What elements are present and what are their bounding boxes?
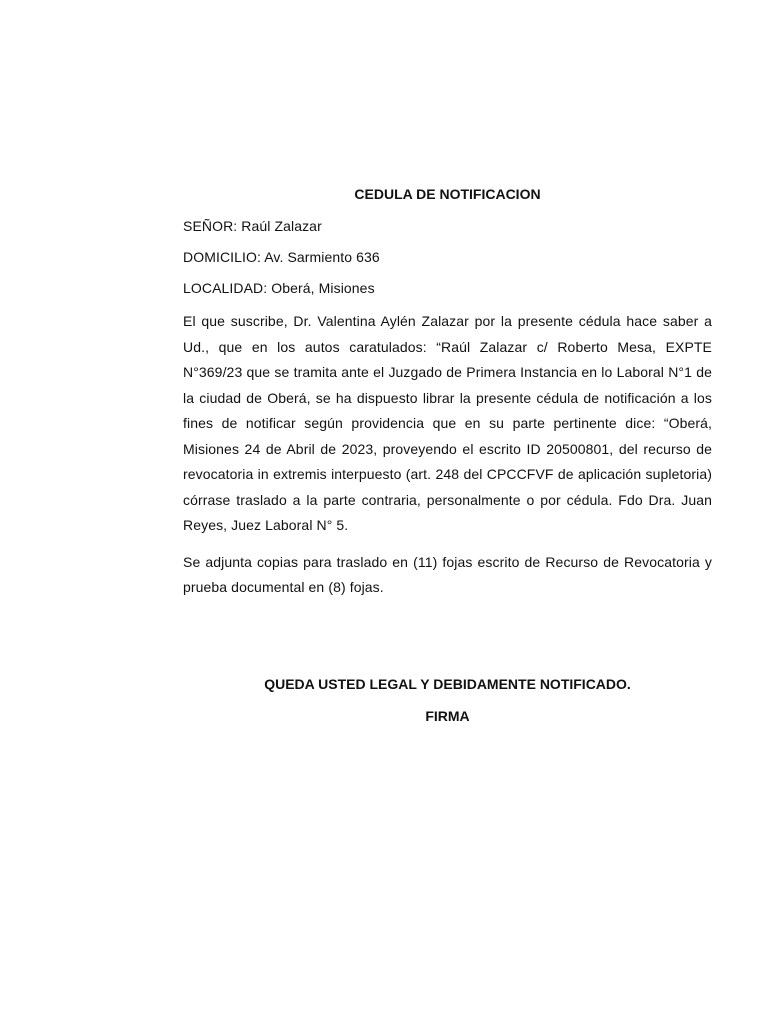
- document-title: CEDULA DE NOTIFICACION: [354, 186, 541, 202]
- signature-label: FIRMA: [425, 708, 470, 724]
- attachments-paragraph: Se adjunta copias para traslado en (11) fojas escrito de Recurso de Revocatoria y prueba documental en (8) fojas.: [183, 553, 712, 595]
- recipient-address: DOMICILIO: Av. Sarmiento 636: [183, 249, 380, 265]
- closing-statement: QUEDA USTED LEGAL Y DEBIDAMENTE NOTIFICADO.: [264, 676, 631, 692]
- recipient-locality: LOCALIDAD: Oberá, Misiones: [183, 280, 375, 296]
- recipient-name: SEÑOR: Raúl Zalazar: [183, 218, 322, 234]
- notification-paragraph: El que suscribe, Dr. Valentina Aylén Zalazar por la presente cédula hace saber a Ud., que en los autos caratulados: “Raúl Zalazar c/ Roberto Mesa, EXPTE N°369/23 que se tramita ante el Juzgado de Primera Instancia en lo Laboral N°1 de la ciudad de Oberá, se ha dispuesto librar la presente cédula de notificación a los fines de notificar según providencia que en su parte pertinente dice: “Oberá, Misiones 24 de Abril de 2023, proveyendo el escrito ID 20500801, del recurso de revocatoria in extremis interpuesto (art. 248 del CPCCFVF de aplicación supletoria) córrase traslado a la parte contraria, personalmente o por cédula. Fdo Dra. Juan Reyes, Juez Laboral N° 5.: [183, 313, 712, 533]
- document-body: [183, 184, 712, 601]
